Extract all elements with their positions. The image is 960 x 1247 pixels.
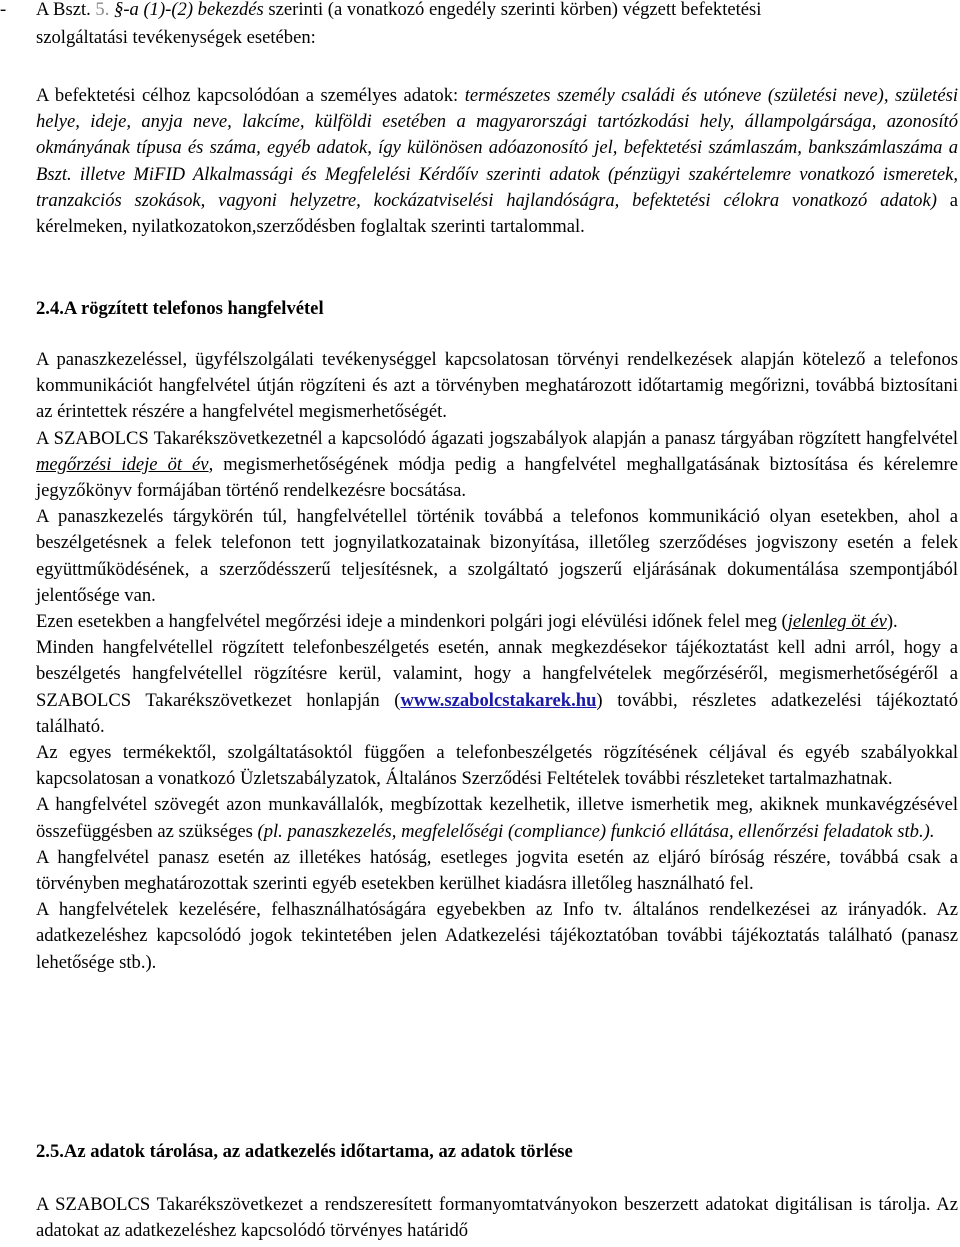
paragraph-storage: A SZABOLCS Takarékszövetkezet a rendszeresített formanyomtatványokon beszerzett adatokat digitálisan is tárolja. Az adatokat az adatkezeléshez kapcsolódó törvényes határidő: [36, 1194, 958, 1242]
paragraph: A hangfelvételek kezelésére, felhasználhatóságára egyebekben az Info tv. általános rendelkezései az irányadók. Az adatkezeléshez kapcsolódó jogok tekintetében jelen Adatkezelési tájékoztatóban további tájékoztatás található (panasz lehetősége stb.).: [36, 899, 958, 973]
section-heading-2-5: 2.5.Az adatok tárolása, az adatkezelés időtartama, az adatok törlése: [36, 1141, 573, 1162]
list-dash: -: [0, 0, 7, 20]
website-link[interactable]: www.szabolcstakarek.hu: [400, 689, 597, 711]
paragraph: A panaszkezelés tárgykörén túl, hangfelvétellel történik továbbá a telefonos kommunikáció olyan esetekben, ahol a beszélgetésnek a felek telefonon tett jognyilatkozatainak bizonyítása, illetőleg szerződéses jogviszony esetén a felek együttműködésének, a szerződésszerű teljesítésnek, a szolgáltató jogszerű eljárásának dokumentálása szempontjából jelentősége van.: [36, 506, 958, 606]
fragment-line-2: szolgáltatási tevékenységek esetében:: [36, 27, 316, 48]
fragment-text: A Bszt. 5. §-a (1)-(2) bekezdés szerinti (a vonatkozó engedély szerinti körben) végzett befektetési: [36, 0, 762, 20]
paragraph: Minden hangfelvétellel rögzített telefonbeszélgetés esetén, annak megkezdésekor tájékoztatást kell adni arról, hogy a beszélgetés hangfelvétellel rögzítésre kerül, valamint, hogy a hangfelvételek megőrzéséről, megismerhetőségéről a SZABOLCS Takarékszövetkezet honlapján (www.szabolcstakarek.hu) további, részletes adatkezelési tájékoztató található.: [36, 637, 958, 737]
paragraph: A SZABOLCS Takarékszövetkezetnél a kapcsolódó ágazati jogszabályok alapján a panasz tárgyában rögzített hangfelvétel megőrzési ideje öt év, megismerhetőségének módja pedig a hangfelvétel meghallgatásának biztosítása és kérelemre jegyzőkönyv formájában történő rendelkezésre bocsátása.: [36, 427, 959, 502]
section-heading-2-4: 2.4.A rögzített telefonos hangfelvétel: [36, 298, 324, 319]
paragraph: Az egyes termékektől, szolgáltatásoktól függően a telefonbeszélgetés rögzítésének céljával és egyéb szabályokkal kapcsolatosan a vonatkozó Üzletszabályzatok, Általános Szerződési Feltételek további részleteket tartalmazhatnak.: [36, 742, 958, 790]
paragraph: A panaszkezeléssel, ügyfélszolgálati tevékenységgel kapcsolatosan törvényi rendelkezések alapján kötelező a telefonos kommunikációt hangfelvétel útján rögzíteni és azt a törvényben meghatározott időtartamig megőrizni, továbbá biztosítani az érintettek részére a hangfelvétel megismerhetőségét.: [36, 349, 958, 423]
paragraph: Ezen esetekben a hangfelvétel megőrzési ideje a mindenkori polgári jogi elévülési időnek felel meg (jelenleg öt év).: [36, 611, 898, 633]
paragraph-personal-data: A befektetési célhoz kapcsolódóan a személyes adatok: természetes személy családi és utóneve (születési neve), születési helye, ideje, anyja neve, lakcíme, külföldi esetében a magyarországi tartózkodási hely, állampolgársága, azonosító okmányának típusa és száma, egyéb adatok, így különösen adóazonosító jel, befektetési számlaszám, bankszámlaszáma a Bszt. illetve MiFID Alkalmassági és Megfelelési Kérdőív szerinti adatok (pénzügyi szakértelemre vonatkozó ismeretek, tranzakciós szokások, vagyoni helyzetre, kockázatviselési hajlandóságra, befektetési célokra vonatkozó adatok) a kérelmeken, nyilatkozatokon,szerződésben foglaltak szerinti tartalommal.: [36, 85, 959, 238]
section-2-4-body: [36, 347, 958, 976]
paragraph: A hangfelvétel szövegét azon munkavállalók, megbízottak kezelhetik, illetve ismerhetik meg, akiknek munkavégzésével összefüggésben az szükséges (pl. panaszkezelés, megfelelőségi (compliance) funkció ellátása, ellenőrzési feladatok stb.).: [36, 794, 958, 842]
paragraph: A hangfelvétel panasz esetén az illetékes hatóság, esetleges jogvita esetén az eljáró bíróság részére, továbbá csak a törvényben meghatározottak szerinti egyéb esetekben kerülhet kiadásra illetőleg használható fel.: [36, 846, 958, 895]
